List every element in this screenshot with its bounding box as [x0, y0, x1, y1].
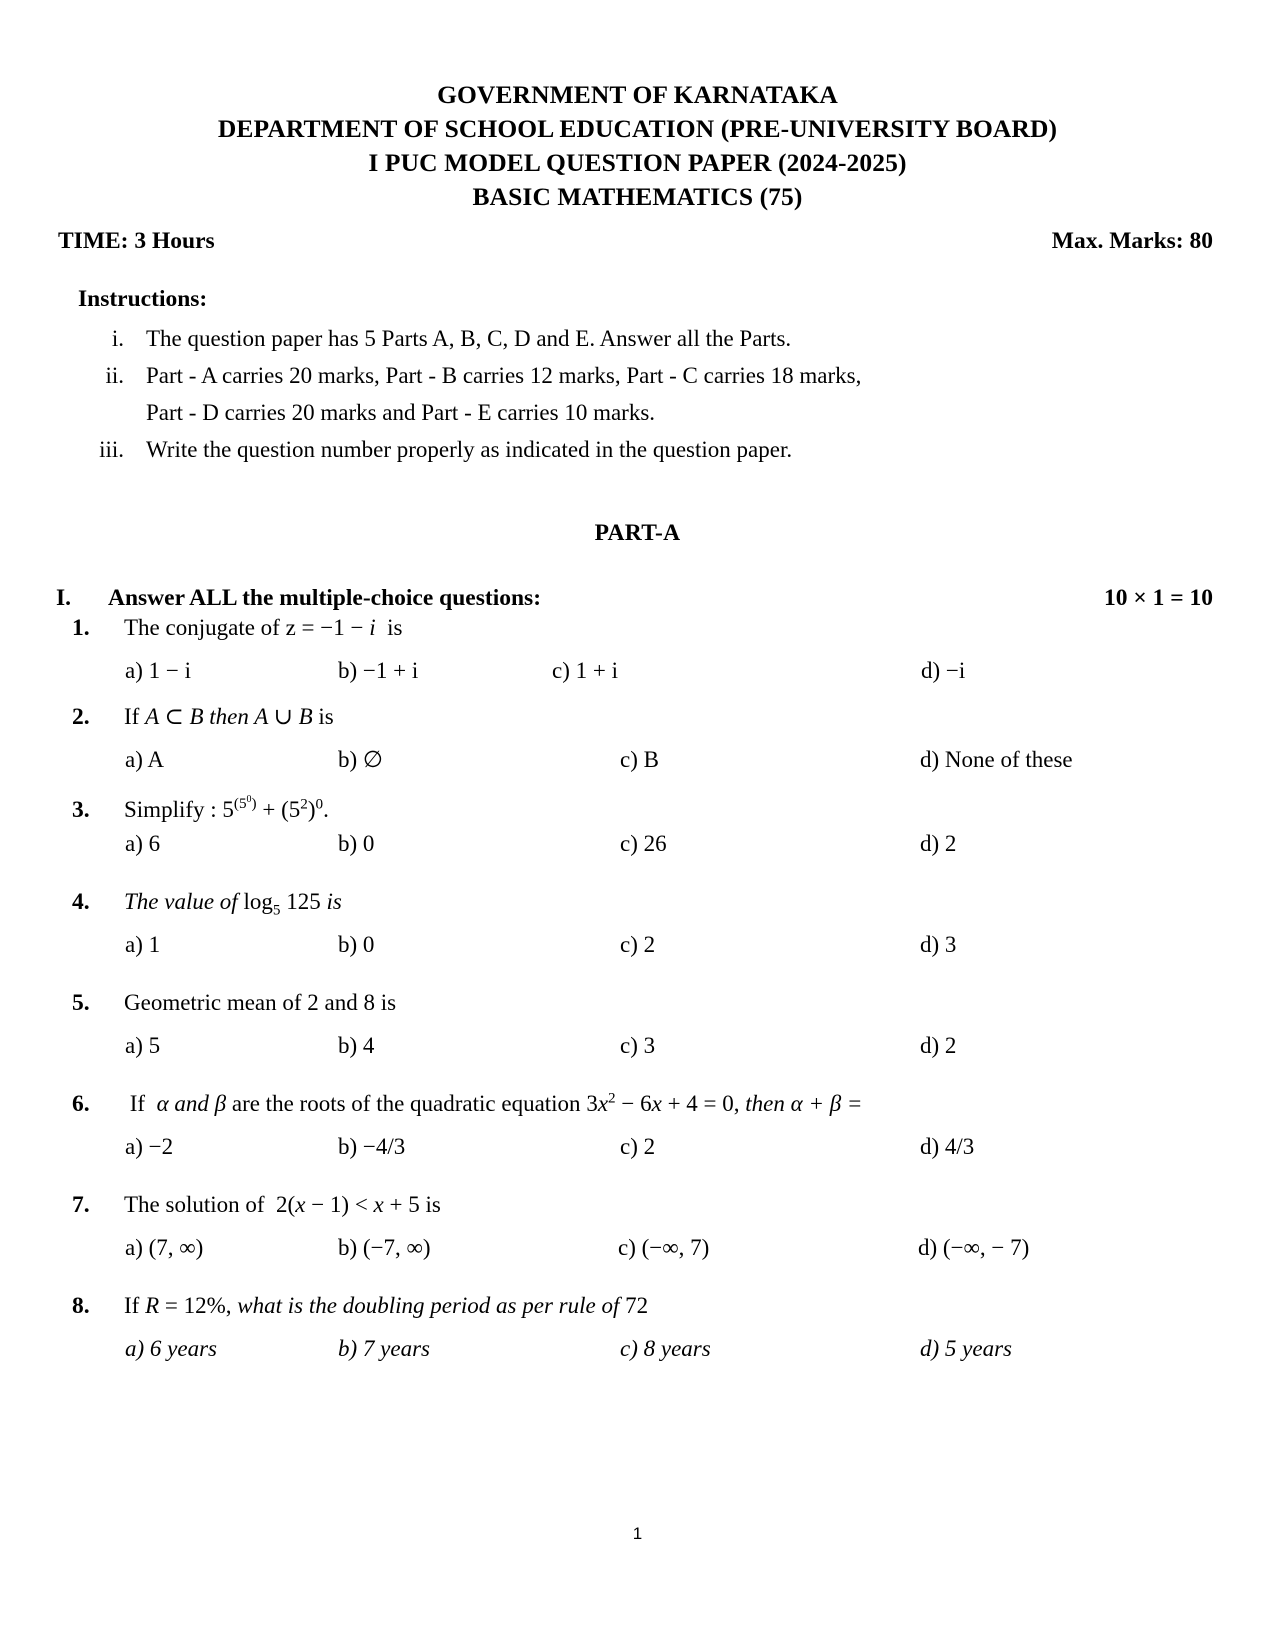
question-block [0, 794, 1275, 874]
section-i-row [0, 585, 1275, 612]
question-row [0, 1290, 1275, 1322]
options-row [0, 929, 1275, 975]
option-d[interactable]: d) 5 years [920, 1336, 1012, 1361]
option-b[interactable]: b) 7 years [338, 1336, 430, 1361]
question-block [0, 1189, 1275, 1278]
option-d[interactable]: d) 2 [920, 831, 957, 856]
question-block [0, 1088, 1275, 1177]
question-number: 2. [72, 704, 90, 730]
section-instruction: Answer ALL the multiple-choice questions: [108, 585, 542, 611]
option-b[interactable]: b) (−7, ∞) [338, 1235, 431, 1260]
question-block [0, 987, 1275, 1076]
options-row [0, 828, 1275, 874]
questions-list [0, 612, 1275, 1379]
instructions-block [0, 284, 1275, 468]
option-a[interactable]: a) 6 [125, 831, 161, 856]
question-text: Simplify : $5^{(5^0)} + (5^2)^0$. [124, 794, 329, 822]
question-number: 3. [72, 797, 90, 823]
instructions-list [78, 320, 1275, 468]
option-b[interactable]: b) 0 [338, 932, 375, 957]
question-text: The value of $\log_5 125$ is [124, 889, 342, 919]
option-a[interactable]: a) 5 [125, 1033, 161, 1058]
section-marks: 10 × 1 = 10 [1103, 585, 1213, 611]
option-a[interactable]: a) −2 [125, 1134, 174, 1159]
question-text: Geometric mean of 2 and 8 is [124, 990, 397, 1015]
option-b[interactable]: b) 0 [338, 831, 375, 856]
option-c[interactable]: c) 2 [620, 1134, 656, 1159]
option-d[interactable]: d) −i [921, 658, 966, 683]
question-row [0, 1189, 1275, 1221]
instruction-text: The question paper has 5 Parts A, B, C, D and E. Answer all the Parts. [146, 326, 792, 351]
question-text: If R = 12%, what is the doubling period as per rule of 72 [124, 1293, 649, 1318]
question-block [0, 701, 1275, 790]
instruction-number: i. [111, 326, 124, 351]
option-c[interactable]: c) (−∞, 7) [618, 1235, 710, 1260]
option-b[interactable]: b) 4 [338, 1033, 375, 1058]
question-number: 4. [72, 889, 90, 915]
instructions-heading: Instructions: [78, 286, 208, 312]
option-d[interactable]: d) 3 [920, 932, 957, 957]
option-c[interactable]: c) B [620, 747, 659, 772]
option-d[interactable]: d) 4/3 [920, 1134, 975, 1159]
question-text: If α and β are the roots of the quadratic equation $3x^2 - 6x + 4 = 0$, then α + β = [124, 1089, 863, 1116]
question-row [0, 987, 1275, 1019]
question-block [0, 886, 1275, 975]
part-a-heading: PART-A [594, 520, 681, 546]
question-block [0, 1290, 1275, 1379]
question-number: 5. [72, 990, 90, 1016]
header-line-government: GOVERNMENT OF KARNATAKA [437, 80, 838, 109]
header-line-department: DEPARTMENT OF SCHOOL EDUCATION (PRE-UNIVERSITY BOARD) [217, 114, 1058, 143]
options-row [0, 1131, 1275, 1177]
option-d[interactable]: d) None of these [920, 747, 1073, 772]
question-number: 8. [72, 1293, 90, 1319]
option-c[interactable]: c) 3 [620, 1033, 656, 1058]
question-row [0, 612, 1275, 644]
options-row [0, 655, 1275, 701]
section-number: I. [56, 585, 72, 611]
option-c[interactable]: c) 1 + i [552, 658, 618, 683]
exam-duration: TIME: 3 Hours [58, 228, 215, 254]
option-a[interactable]: a) 1 − i [125, 658, 191, 683]
instruction-number: iii. [99, 437, 124, 462]
options-row [0, 1333, 1275, 1379]
question-number: 1. [72, 615, 90, 641]
options-row [0, 744, 1275, 790]
question-text: The conjugate of z = −1 − i is [124, 615, 403, 640]
page-number: 1 [632, 1524, 643, 1543]
time-and-marks-row [0, 226, 1275, 256]
question-text: If A ⊂ B then A ∪ B is [124, 704, 334, 729]
option-c[interactable]: c) 2 [620, 932, 656, 957]
question-row [0, 794, 1275, 826]
option-b[interactable]: b) −4/3 [338, 1134, 406, 1159]
option-a[interactable]: a) (7, ∞) [125, 1235, 204, 1260]
max-marks: Max. Marks: 80 [1051, 228, 1213, 254]
instruction-text: Write the question number properly as indicated in the question paper. [146, 437, 793, 462]
paper-header [0, 0, 1275, 214]
question-number: 7. [72, 1192, 90, 1218]
question-row [0, 1088, 1275, 1120]
option-a[interactable]: a) A [125, 747, 164, 772]
instruction-item [78, 320, 1275, 357]
options-row [0, 1232, 1275, 1278]
question-text: The solution of 2(x − 1) < x + 5 is [124, 1192, 441, 1217]
option-c[interactable]: c) 26 [620, 831, 667, 856]
question-row [0, 701, 1275, 733]
option-a[interactable]: a) 6 years [125, 1336, 217, 1361]
instruction-text: Part - A carries 20 marks, Part - B carries 12 marks, Part - C carries 18 marks, [146, 363, 862, 388]
question-block [0, 612, 1275, 701]
option-d[interactable]: d) 2 [920, 1033, 957, 1058]
option-d[interactable]: d) (−∞, − 7) [918, 1235, 1030, 1260]
question-number: 6. [72, 1091, 90, 1117]
option-b[interactable]: b) ∅ [338, 747, 383, 772]
option-c[interactable]: c) 8 years [620, 1336, 711, 1361]
option-b[interactable]: b) −1 + i [338, 658, 419, 683]
header-line-paper-title: I PUC MODEL QUESTION PAPER (2024-2025) [368, 148, 907, 177]
instruction-number: ii. [105, 363, 124, 388]
question-row [0, 886, 1275, 918]
instruction-item [78, 357, 1275, 394]
instruction-text-continued: Part - D carries 20 marks and Part - E carries 10 marks. [146, 400, 656, 425]
options-row [0, 1030, 1275, 1076]
instruction-item [78, 431, 1275, 468]
header-line-subject: BASIC MATHEMATICS (75) [472, 182, 803, 211]
option-a[interactable]: a) 1 [125, 932, 161, 957]
